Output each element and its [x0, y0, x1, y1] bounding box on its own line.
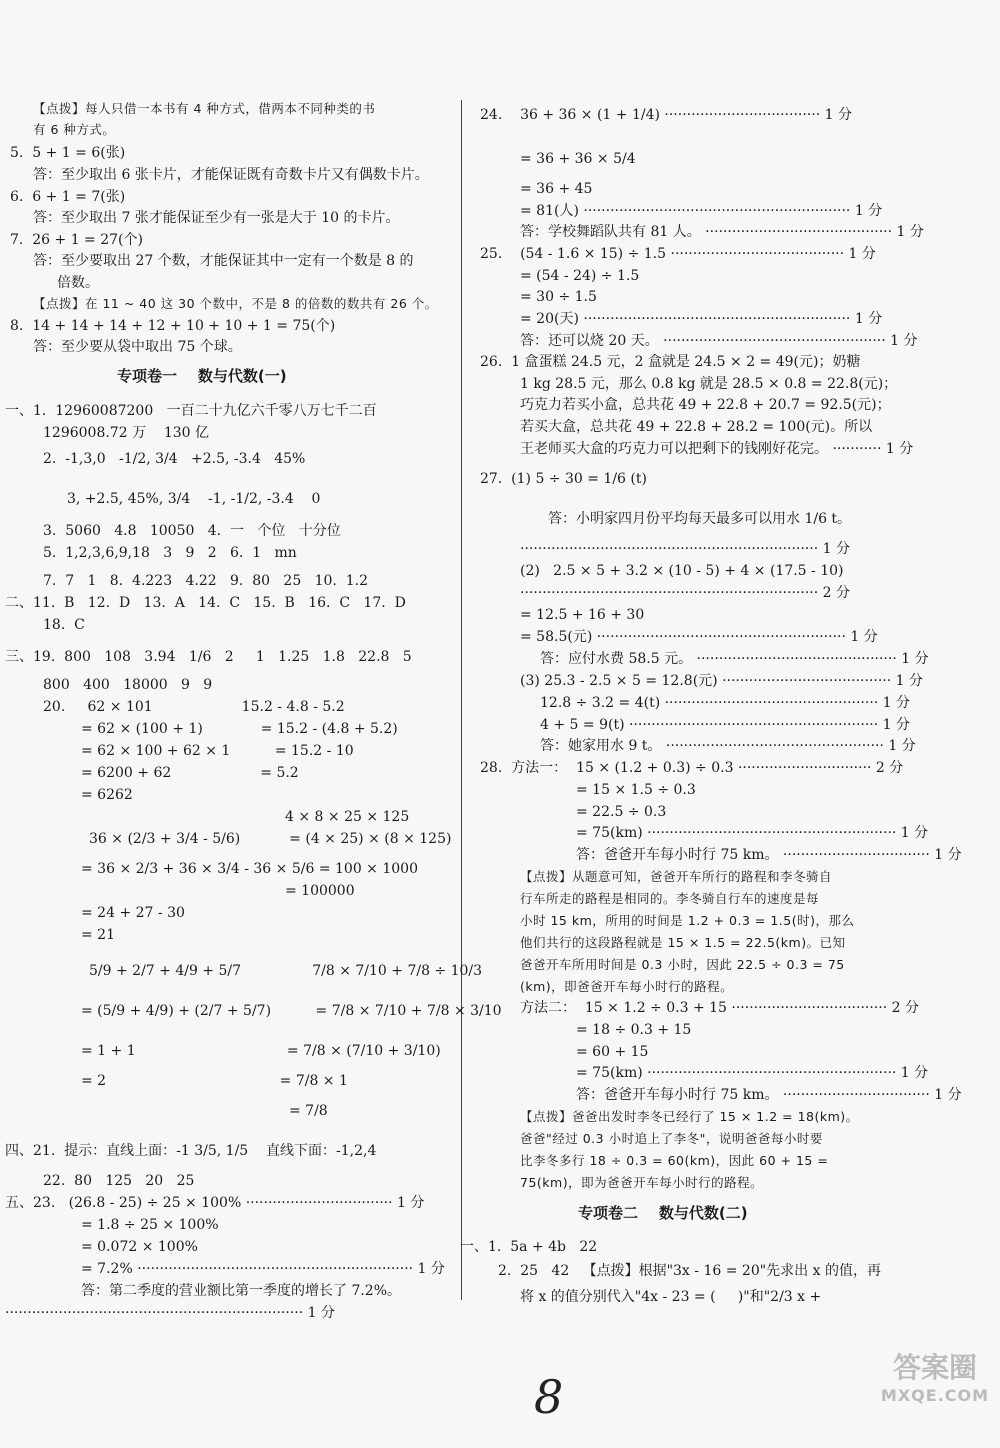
- text-line: = 20(天) ···························································· 1 分: [520, 311, 883, 327]
- text-line: = 7.2% ······························································ 1 分: [81, 1261, 445, 1277]
- text-line: = 75(km) ························································ 1 分: [576, 1065, 929, 1081]
- text-line: = 62 × (100 + 1) = 15.2 - (4.8 + 5.2): [81, 721, 398, 737]
- text-line: 答：还可以烧 20 天。 ·················································· 1 分: [520, 333, 918, 349]
- text-line: = 0.072 × 100%: [81, 1239, 198, 1255]
- text-line: 二、11. B 12. D 13. A 14. C 15. B 16. C 17. D: [5, 595, 406, 611]
- text-line: 1 kg 28.5 元，那么 0.8 kg 就是 28.5 × 0.8 = 22.8(元)；: [520, 376, 898, 392]
- text-line: 6. 6 + 1 = 7(张): [10, 189, 126, 205]
- text-line: 他们共行的这段路程就是 15 × 1.5 = 22.5(km)。已知: [520, 935, 846, 950]
- text-line: 将 x 的值分别代入"4x - 23 = ( )"和"2/3 x +: [520, 1289, 822, 1305]
- text-line: 小时 15 km，所用的时间是 1.2 + 0.3 = 1.5(时)，那么: [520, 913, 855, 928]
- text-line: = 15 × 1.5 ÷ 0.3: [576, 782, 696, 798]
- text-line: (km)，即爸爸开车每小时行的路程。: [520, 979, 734, 994]
- text-line: 【点拨】每人只借一本书有 4 种方式，借两本不同种类的书: [33, 101, 376, 116]
- text-line: 36 × (2/3 + 3/4 - 5/6) = (4 × 25) × (8 × 125): [89, 831, 452, 847]
- section-title: 专项卷一 数与代数(一): [117, 367, 287, 385]
- watermark-bottom: MXQE.COM: [880, 1386, 990, 1405]
- text-line: ··································································· 1 分: [5, 1305, 335, 1321]
- text-line: 18. C: [43, 617, 85, 633]
- text-line: 26. 1 盒蛋糕 24.5 元，2 盒就是 24.5 × 2 = 49(元)；奶糖: [480, 354, 861, 370]
- text-line: 27. (1) 5 ÷ 30 = 1/6 (t): [480, 471, 647, 487]
- text-line: 22. 80 125 20 25: [43, 1173, 195, 1189]
- text-line: 7. 7 1 8. 4.223 4.22 9. 80 25 10. 1.2: [43, 573, 369, 589]
- text-line: 2. 25 42 【点拨】根据"3x - 16 = 20"先求出 x 的值，再: [498, 1263, 881, 1279]
- text-line: 答：至少要取出 27 个数，才能保证其中一定有一个数是 8 的: [33, 253, 414, 269]
- text-line: 爸爸"经过 0.3 小时追上了李冬"，说明爸爸每小时要: [520, 1131, 823, 1146]
- text-line: 有 6 种方式。: [33, 122, 116, 137]
- watermark-logo: [880, 1350, 990, 1440]
- text-line: 答：应付水费 58.5 元。 ············································· 1 分: [540, 651, 929, 667]
- text-line: 巧克力若买小盒，总共花 49 + 22.8 + 20.7 = 92.5(元)；: [520, 397, 891, 413]
- text-line: 4 + 5 = 9(t) ························································ 1 分: [540, 717, 911, 733]
- text-line: ··································································· 2 分: [520, 585, 850, 601]
- text-line: 答：学校舞蹈队共有 81 人。 ·········································· 1 分: [520, 224, 924, 240]
- text-line: = 1 + 1 = 7/8 × (7/10 + 3/10): [81, 1043, 441, 1059]
- text-line: = 1.8 ÷ 25 × 100%: [81, 1217, 219, 1233]
- text-line: 一、1. 12960087200 一百二十九亿六千零八万七千二百: [5, 403, 377, 419]
- text-line: = 24 + 27 - 30: [81, 905, 185, 921]
- text-line: (3) 25.3 - 2.5 × 5 = 12.8(元) ······································ 1 分: [520, 673, 923, 689]
- text-line: = 30 ÷ 1.5: [520, 289, 597, 305]
- text-line: 4 × 8 × 25 × 125: [285, 809, 410, 825]
- text-line: ··································································· 1 分: [520, 541, 850, 557]
- text-line: = 7/8: [289, 1103, 328, 1119]
- text-line: = 6200 + 62 = 5.2: [81, 765, 299, 781]
- text-line: 28. 方法一： 15 × (1.2 + 0.3) ÷ 0.3 ······························ 2 分: [480, 760, 904, 776]
- text-line: 王老师买大盒的巧克力可以把剩下的钱刚好花完。 ··········· 1 分: [520, 441, 914, 457]
- text-line: = 2 = 7/8 × 1: [81, 1073, 348, 1089]
- text-line: = 62 × 100 + 62 × 1 = 15.2 - 10: [81, 743, 354, 759]
- text-line: 爸爸开车所用时间是 0.3 小时，因此 22.5 ÷ 0.3 = 75: [520, 957, 845, 972]
- text-line: 20. 62 × 101 15.2 - 4.8 - 5.2: [43, 699, 345, 715]
- text-line: 答：小明家四月份平均每天最多可以用水 1/6 t。: [548, 511, 852, 527]
- text-line: 答：至少要从袋中取出 75 个球。: [33, 339, 242, 355]
- text-line: 若买大盒，总共花 49 + 22.8 + 28.2 = 100(元)。所以: [520, 419, 873, 435]
- text-line: 答：爸爸开车每小时行 75 km。 ································· 1 分: [576, 1087, 962, 1103]
- text-line: 800 400 18000 9 9: [43, 677, 213, 693]
- text-line: = 22.5 ÷ 0.3: [576, 804, 667, 820]
- text-line: 行车所走的路程是相同的。李冬骑自行车的速度是每: [520, 891, 820, 906]
- text-line: 3. 5060 4.8 10050 4. 一 个位 十分位: [43, 523, 341, 539]
- text-line: 【点拨】爸爸出发时李冬已经行了 15 × 1.2 = 18(km)。: [520, 1109, 859, 1124]
- text-line: 三、19. 800 108 3.94 1/6 2 1 1.25 1.8 22.8 5: [5, 649, 412, 665]
- column-divider: [461, 100, 462, 1300]
- text-line: = 21: [81, 927, 115, 943]
- text-line: = 75(km) ························································ 1 分: [576, 825, 929, 841]
- text-line: 12.8 ÷ 3.2 = 4(t) ················································ 1 分: [540, 695, 911, 711]
- text-line: 2. -1,3,0 -1/2, 3/4 +2.5, -3.4 45%: [43, 451, 306, 467]
- text-line: 【点拨】从题意可知，爸爸开车所行的路程和李冬骑自: [520, 869, 833, 884]
- text-line: = 36 + 36 × 5/4: [520, 151, 636, 167]
- text-line: 一、1. 5a + 4b 22: [460, 1239, 598, 1255]
- text-line: 四、21. 提示：直线上面：-1 3/5, 1/5 直线下面：-1,2,4: [5, 1143, 377, 1159]
- text-line: = 60 + 15: [576, 1044, 649, 1060]
- text-line: = (5/9 + 4/9) + (2/7 + 5/7) = 7/8 × 7/10 + 7/8 × 3/10: [81, 1003, 502, 1019]
- text-line: (2) 2.5 × 5 + 3.2 × (10 - 5) + 4 × (17.5 - 10): [520, 563, 844, 579]
- text-line: 25. (54 - 1.6 × 15) ÷ 1.5 ······································· 1 分: [480, 246, 876, 262]
- text-line: = 58.5(元) ························································ 1 分: [520, 629, 878, 645]
- text-line: = 81(人) ···························································· 1 分: [520, 203, 883, 219]
- text-line: = 6262: [81, 787, 133, 803]
- text-line: 答：至少取出 6 张卡片，才能保证既有奇数卡片又有偶数卡片。: [33, 167, 429, 183]
- text-line: 7. 26 + 1 = 27(个): [10, 232, 143, 248]
- text-line: 答：至少取出 7 张才能保证至少有一张是大于 10 的卡片。: [33, 210, 400, 226]
- watermark-top: 答案圈: [892, 1351, 977, 1384]
- text-line: 75(km)，即为爸爸开车每小时行的路程。: [520, 1175, 764, 1190]
- text-line: = 36 + 45: [520, 181, 593, 197]
- text-line: 【点拨】在 11 ~ 40 这 30 个数中，不是 8 的倍数的数共有 26 个。: [33, 296, 438, 311]
- text-line: 答：第二季度的营业额比第一季度的增长了 7.2%。: [81, 1283, 402, 1299]
- text-line: 24. 36 + 36 × (1 + 1/4) ··································· 1 分: [480, 107, 852, 123]
- text-line: 五、23. (26.8 - 25) ÷ 25 × 100% ································· 1 分: [5, 1195, 425, 1211]
- text-line: 3, +2.5, 45%, 3/4 -1, -1/2, -3.4 0: [67, 491, 321, 507]
- text-line: 5. 5 + 1 = 6(张): [10, 145, 126, 161]
- text-line: 比李冬多行 18 ÷ 0.3 = 60(km)，因此 60 + 15 =: [520, 1153, 829, 1168]
- text-line: 答：她家用水 9 t。 ················································· 1 分: [540, 738, 916, 754]
- text-line: 答：爸爸开车每小时行 75 km。 ································· 1 分: [576, 847, 962, 863]
- text-line: 倍数。: [57, 275, 99, 291]
- text-line: 1296008.72 万 130 亿: [43, 425, 210, 441]
- text-line: 8. 14 + 14 + 14 + 12 + 10 + 10 + 1 = 75(个): [10, 318, 336, 334]
- text-line: = 100000: [285, 883, 355, 899]
- text-line: = 12.5 + 16 + 30: [520, 607, 645, 623]
- text-line: 5. 1,2,3,6,9,18 3 9 2 6. 1 mn: [43, 545, 297, 561]
- section-title: 专项卷二 数与代数(二): [578, 1204, 748, 1222]
- page-number: 8: [534, 1370, 564, 1424]
- text-line: 方法二： 15 × 1.2 ÷ 0.3 + 15 ··································· 2 分: [520, 1000, 919, 1016]
- text-line: = 36 × 2/3 + 36 × 3/4 - 36 × 5/6 = 100 × 1000: [81, 861, 418, 877]
- text-line: 5/9 + 2/7 + 4/9 + 5/7 7/8 × 7/10 + 7/8 ÷ 10/3: [89, 963, 483, 979]
- text-line: = 18 ÷ 0.3 + 15: [576, 1022, 692, 1038]
- text-line: = (54 - 24) ÷ 1.5: [520, 268, 640, 284]
